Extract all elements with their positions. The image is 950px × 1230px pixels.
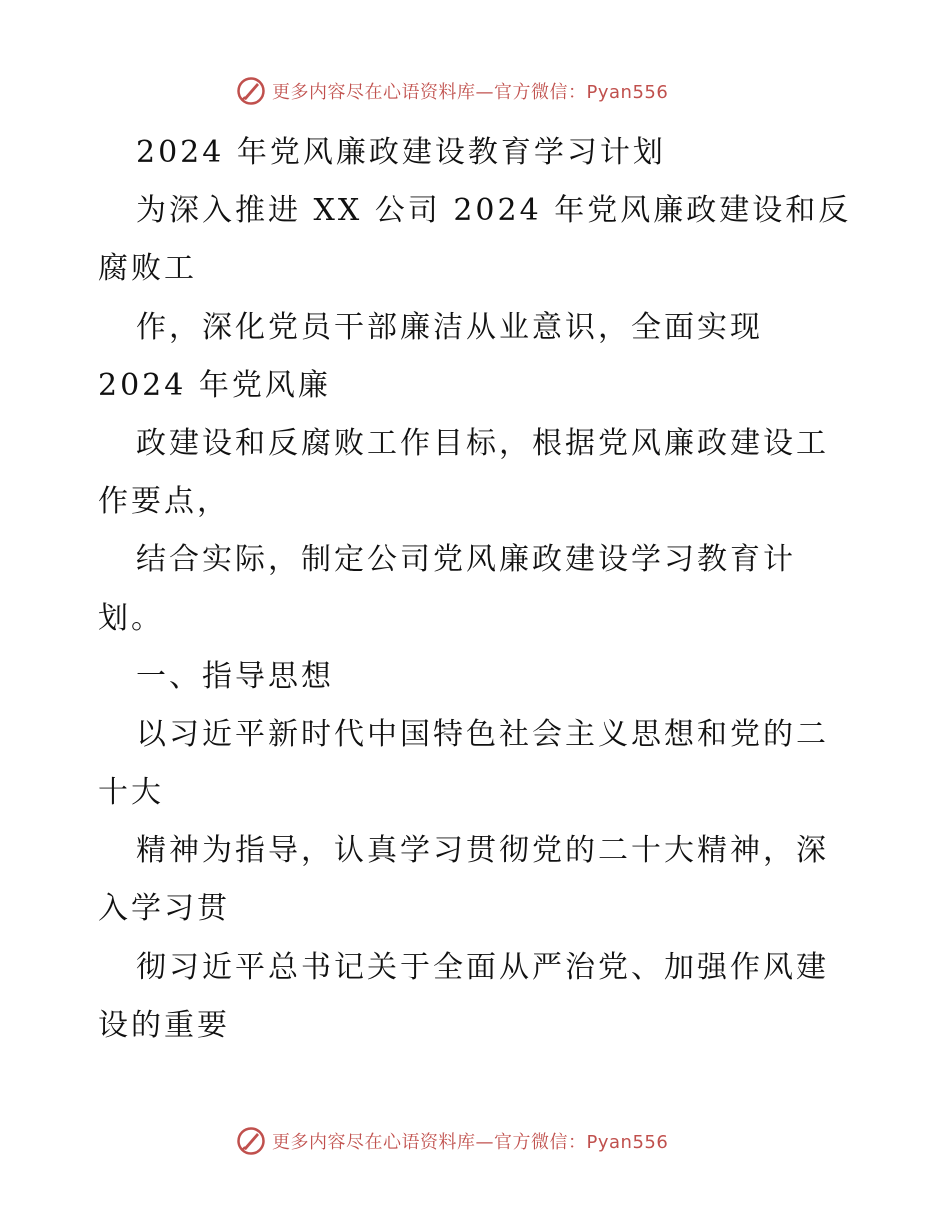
paragraph-line: 以习近平新时代中国特色社会主义思想和党的二: [136, 716, 829, 752]
paragraph-line: 精神为指导，认真学习贯彻党的二十大精神，深: [136, 833, 829, 869]
paragraph-line: 结合实际，制定公司党风廉政建设学习教育计: [136, 542, 796, 578]
document-title: 2024 年党风廉政建设教育学习计划: [136, 135, 666, 170]
quill-logo-icon: [236, 76, 266, 106]
paragraph-line: 十大: [98, 775, 164, 811]
quill-logo-icon: [236, 1126, 266, 1156]
watermark-text: 更多内容尽在心语资料库—官方微信：Pyan556: [272, 1132, 669, 1153]
paragraph-line: 作要点，: [98, 484, 230, 520]
paragraph-line: 设的重要: [98, 1007, 230, 1043]
section-heading: 一、指导思想: [136, 658, 334, 694]
paragraph-line: 入学习贯: [98, 891, 230, 927]
document-body: [98, 124, 858, 1055]
footer-watermark: [236, 1124, 668, 1158]
paragraph-line: 政建设和反腐败工作目标，根据党风廉政建设工: [136, 425, 829, 461]
watermark-text: 更多内容尽在心语资料库—官方微信：Pyan556: [272, 82, 669, 103]
paragraph-line: 为深入推进 XX 公司 2024 年党风廉政建设和反: [136, 193, 852, 229]
paragraph-line: 作，深化党员干部廉洁从业意识，全面实现: [136, 309, 763, 345]
paragraph-line: 腐败工: [98, 251, 197, 287]
paragraph-line: 2024 年党风廉: [98, 367, 331, 403]
header-watermark: [236, 74, 668, 108]
paragraph-line: 划。: [98, 600, 164, 636]
paragraph-line: 彻习近平总书记关于全面从严治党、加强作风建: [136, 949, 829, 985]
